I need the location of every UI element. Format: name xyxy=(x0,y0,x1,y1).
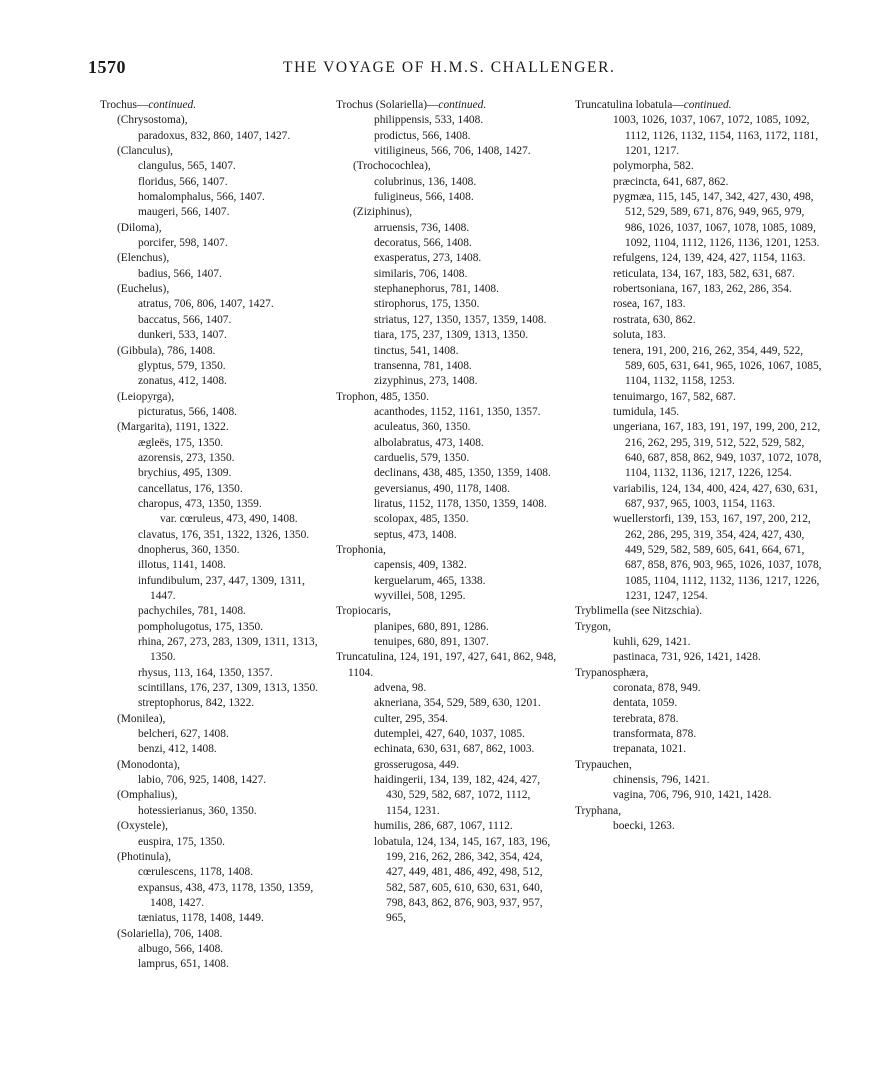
entry-text: picturatus, 566, 1408. xyxy=(138,405,238,418)
entry-text: geversianus, 490, 1178, 1408. xyxy=(374,482,510,495)
index-entry xyxy=(100,482,322,497)
index-entry xyxy=(100,620,322,635)
index-entry xyxy=(336,313,558,328)
entry-text: infundibulum, 237, 447, 1309, 1311, 1447. xyxy=(138,574,305,602)
entry-text: paradoxus, 832, 860, 1407, 1427. xyxy=(138,129,291,142)
entry-text: rosea, 167, 183. xyxy=(613,298,686,311)
index-entry xyxy=(336,328,558,343)
entry-text: (Margarita), 1191, 1322. xyxy=(117,421,229,434)
index-entry xyxy=(100,635,322,666)
entry-text: atratus, 706, 806, 1407, 1427. xyxy=(138,298,274,311)
index-entry xyxy=(100,282,322,297)
index-entry xyxy=(336,742,558,757)
index-entry xyxy=(100,804,322,819)
index-heading xyxy=(575,758,823,773)
page-number: 1570 xyxy=(88,57,126,77)
entry-text: (Ziziphinus), xyxy=(353,206,413,219)
index-entry xyxy=(336,727,558,742)
index-heading xyxy=(575,604,823,619)
index-entry xyxy=(575,390,823,405)
index-entry xyxy=(100,405,322,420)
index-entry xyxy=(100,512,322,527)
index-entry xyxy=(575,159,823,174)
entry-text: maugeri, 566, 1407. xyxy=(138,206,230,219)
index-entry xyxy=(575,267,823,282)
index-heading xyxy=(575,620,823,635)
index-entry xyxy=(100,666,322,681)
index-entry xyxy=(336,420,558,435)
entry-text: dunkeri, 533, 1407. xyxy=(138,329,227,342)
index-entry xyxy=(336,221,558,236)
entry-text: vitiligineus, 566, 706, 1408, 1427. xyxy=(374,145,531,158)
entry-text: wuellerstorfi, 139, 153, 167, 197, 200, 212, 262, 286, 295, 319, 354, 424, 427, 430, 449, 529, 582, 589, 605, 641, 664, 671, 687, 858, 876, 903, 965, 1026, 1037, 1078, 1085, 1104, 1112, 1132, 1136, 1217, 1226, 1231, 1247, 1254. xyxy=(613,513,822,602)
index-entry xyxy=(575,344,823,390)
entry-text: brychius, 495, 1309. xyxy=(138,467,232,480)
index-entry xyxy=(100,159,322,174)
entry-text: rhina, 267, 273, 283, 1309, 1311, 1313, 1350. xyxy=(138,636,318,664)
index-entry xyxy=(336,835,558,927)
index-entry xyxy=(575,742,823,757)
entry-text: Trypanosphæra, xyxy=(575,666,649,679)
index-entry xyxy=(100,436,322,451)
index-entry xyxy=(100,328,322,343)
index-entry xyxy=(336,359,558,374)
index-entry xyxy=(575,113,823,159)
index-entry xyxy=(575,773,823,788)
index-entry xyxy=(100,313,322,328)
entry-text: porcifer, 598, 1407. xyxy=(138,237,228,250)
entry-text: stirophorus, 175, 1350. xyxy=(374,298,480,311)
entry-text: refulgens, 124, 139, 424, 427, 1154, 1163. xyxy=(613,252,806,265)
index-entry xyxy=(575,297,823,312)
index-entry xyxy=(100,190,322,205)
index-entry xyxy=(575,251,823,266)
entry-text: kuhli, 629, 1421. xyxy=(613,636,691,649)
entry-text: (Monodonta), xyxy=(117,758,180,771)
index-entry xyxy=(100,819,322,834)
index-entry xyxy=(100,420,322,435)
entry-text: similaris, 706, 1408. xyxy=(374,267,468,280)
index-entry xyxy=(575,313,823,328)
entry-text: philippensis, 533, 1408. xyxy=(374,114,484,127)
entry-text: dutemplei, 427, 640, 1037, 1085. xyxy=(374,728,525,741)
index-entry xyxy=(100,221,322,236)
entry-text: baccatus, 566, 1407. xyxy=(138,313,232,326)
index-entry xyxy=(100,297,322,312)
index-entry xyxy=(100,144,322,159)
entry-text: tenera, 191, 200, 216, 262, 354, 449, 522, 589, 605, 631, 641, 965, 1026, 1067, 1085, 1104, 1132, 1158, 1253. xyxy=(613,344,822,388)
index-entry xyxy=(336,696,558,711)
index-entry xyxy=(100,251,322,266)
entry-text: scolopax, 485, 1350. xyxy=(374,513,469,526)
entry-text: homalomphalus, 566, 1407. xyxy=(138,191,265,204)
index-entry xyxy=(575,328,823,343)
index-entry xyxy=(336,620,558,635)
index-heading xyxy=(336,390,558,405)
entry-text: rostrata, 630, 862. xyxy=(613,313,696,326)
entry-text: liratus, 1152, 1178, 1350, 1359, 1408. xyxy=(374,497,547,510)
entry-text: (Gibbula), 786, 1408. xyxy=(117,344,216,357)
index-entry xyxy=(336,144,558,159)
index-heading xyxy=(336,543,558,558)
index-entry xyxy=(336,773,558,819)
index-entry xyxy=(100,574,322,605)
entry-text: Trophon, 485, 1350. xyxy=(336,390,429,403)
entry-text: ungeriana, 167, 183, 191, 197, 199, 200, 212, 216, 262, 295, 319, 512, 522, 529, 582, 640, 687, 858, 862, 949, 1037, 1072, 1078, 1104, 1132, 1136, 1217, 1226, 1254. xyxy=(613,421,822,480)
entry-text: præcincta, 641, 687, 862. xyxy=(613,175,729,188)
index-entry xyxy=(336,635,558,650)
index-heading xyxy=(575,666,823,681)
entry-text: Trochus (Solariella)— xyxy=(336,99,439,111)
entry-text: tinctus, 541, 1408. xyxy=(374,344,459,357)
entry-text: cœrulescens, 1178, 1408. xyxy=(138,866,254,879)
entry-text: clavatus, 176, 351, 1322, 1326, 1350. xyxy=(138,528,310,541)
index-entry xyxy=(336,466,558,481)
index-entry xyxy=(336,190,558,205)
index-entry xyxy=(336,574,558,589)
index-entry xyxy=(575,420,823,481)
entry-text: reticulata, 134, 167, 183, 582, 631, 687. xyxy=(613,267,795,280)
index-entry xyxy=(100,267,322,282)
index-entry xyxy=(336,405,558,420)
index-entry xyxy=(575,788,823,803)
index-entry xyxy=(100,236,322,251)
entry-text: var. cœruleus, 473, 490, 1408. xyxy=(160,513,298,526)
entry-text: 1003, 1026, 1037, 1067, 1072, 1085, 1092, 1112, 1126, 1132, 1154, 1163, 1172, 1181, 1201, 1217. xyxy=(613,114,819,158)
entry-text: septus, 473, 1408. xyxy=(374,528,457,541)
index-entry xyxy=(100,696,322,711)
running-title: THE VOYAGE OF H.M.S. CHALLENGER. xyxy=(283,59,616,76)
entry-text: Tryphana, xyxy=(575,804,622,817)
index-entry xyxy=(100,528,322,543)
entry-text: grosserugosa, 449. xyxy=(374,758,460,771)
index-entry xyxy=(100,835,322,850)
entry-text: colubrinus, 136, 1408. xyxy=(374,175,477,188)
index-entry xyxy=(100,344,322,359)
index-entry xyxy=(100,558,322,573)
entry-text: expansus, 438, 473, 1178, 1350, 1359, 1408, 1427. xyxy=(138,881,314,909)
entry-text: lobatula, 124, 134, 145, 167, 183, 196, 199, 216, 262, 286, 342, 354, 424, 427, 449, 481, 486, 492, 498, 512, 582, 587, 605, 610, 630, 631, 640, 798, 843, 862, 876, 903, 937, 957, 965, xyxy=(374,835,551,925)
index-heading xyxy=(336,604,558,619)
entry-text: illotus, 1141, 1408. xyxy=(138,559,226,572)
index-entry xyxy=(336,712,558,727)
index-entry xyxy=(100,374,322,389)
entry-text: humilis, 286, 687, 1067, 1112. xyxy=(374,820,513,833)
index-entry xyxy=(100,957,322,972)
entry-text: (Trochocochlea), xyxy=(353,160,431,173)
entry-text: dnopherus, 360, 1350. xyxy=(138,543,240,556)
entry-text: capensis, 409, 1382. xyxy=(374,559,467,572)
entry-text: Tryblimella (see Nitzschia). xyxy=(575,605,703,618)
entry-text: streptophorus, 842, 1322. xyxy=(138,697,255,710)
entry-text: labio, 706, 925, 1408, 1427. xyxy=(138,774,267,787)
entry-text: aculeatus, 360, 1350. xyxy=(374,421,471,434)
index-heading xyxy=(336,650,558,681)
index-entry xyxy=(100,129,322,144)
index-entry xyxy=(336,512,558,527)
index-column-3 xyxy=(575,98,823,835)
entry-text: dentata, 1059. xyxy=(613,697,678,710)
entry-text: terebrata, 878. xyxy=(613,712,679,725)
index-entry xyxy=(336,558,558,573)
index-heading xyxy=(575,804,823,819)
entry-text: scintillans, 176, 237, 1309, 1313, 1350. xyxy=(138,682,319,695)
entry-text: haidingerii, 134, 139, 182, 424, 427, 430, 529, 582, 687, 1072, 1112, 1154, 1231. xyxy=(374,774,541,817)
entry-text: tiara, 175, 237, 1309, 1313, 1350. xyxy=(374,329,529,342)
entry-text: floridus, 566, 1407. xyxy=(138,175,228,188)
index-entry xyxy=(336,205,558,220)
index-entry xyxy=(336,436,558,451)
index-entry xyxy=(336,497,558,512)
entry-text: cancellatus, 176, 1350. xyxy=(138,482,243,495)
index-entry xyxy=(575,681,823,696)
index-entry xyxy=(575,175,823,190)
index-entry xyxy=(100,543,322,558)
entry-text: coronata, 878, 949. xyxy=(613,682,701,695)
index-entry xyxy=(336,113,558,128)
index-entry xyxy=(100,712,322,727)
index-entry xyxy=(336,589,558,604)
index-entry xyxy=(100,927,322,942)
entry-text: prodictus, 566, 1408. xyxy=(374,129,471,142)
entry-text: charopus, 473, 1350, 1359. xyxy=(138,497,262,510)
entry-text: tæniatus, 1178, 1408, 1449. xyxy=(138,912,264,925)
index-heading xyxy=(336,98,558,113)
entry-text: pygmæa, 115, 145, 147, 342, 427, 430, 498, 512, 529, 589, 671, 876, 949, 965, 979, 986, 1026, 1037, 1067, 1078, 1085, 1089, 1092, 1104, 1112, 1126, 1136, 1201, 1253. xyxy=(613,191,820,250)
index-entry xyxy=(575,819,823,834)
entry-text: lamprus, 651, 1408. xyxy=(138,958,229,971)
entry-text: benzi, 412, 1408. xyxy=(138,743,217,756)
entry-text: belcheri, 627, 1408. xyxy=(138,728,229,741)
entry-text: chinensis, 796, 1421. xyxy=(613,774,710,787)
entry-text: tenuipes, 680, 891, 1307. xyxy=(374,636,489,649)
index-entry xyxy=(336,681,558,696)
entry-text: ægleës, 175, 1350. xyxy=(138,436,224,449)
entry-text: (Monilea), xyxy=(117,712,166,725)
entry-text: boecki, 1263. xyxy=(613,820,675,833)
index-entry xyxy=(336,819,558,834)
index-entry xyxy=(336,175,558,190)
index-entry xyxy=(100,205,322,220)
entry-text: azorensis, 273, 1350. xyxy=(138,451,235,464)
entry-text: Truncatulina lobatula— xyxy=(575,99,684,111)
entry-text: transformata, 878. xyxy=(613,728,697,741)
entry-text: hotessierianus, 360, 1350. xyxy=(138,804,257,817)
entry-text: Tropiocaris, xyxy=(336,605,391,618)
entry-text: Trophonia, xyxy=(336,543,386,556)
entry-text: (Photinula), xyxy=(117,850,172,863)
entry-text: culter, 295, 354. xyxy=(374,712,448,725)
entry-text: (Solariella), 706, 1408. xyxy=(117,927,223,940)
entry-text: variabilis, 124, 134, 400, 424, 427, 630, 631, 687, 937, 965, 1003, 1154, 1163. xyxy=(613,482,818,510)
index-entry xyxy=(100,451,322,466)
continued-label: continued. xyxy=(438,99,487,111)
index-entry xyxy=(100,865,322,880)
entry-text: (Diloma), xyxy=(117,221,162,234)
entry-text: Truncatulina, 124, 191, 197, 427, 641, 862, 948, 1104. xyxy=(336,651,557,679)
entry-text: carduelis, 579, 1350. xyxy=(374,451,470,464)
index-entry xyxy=(336,159,558,174)
index-entry xyxy=(100,881,322,912)
index-heading xyxy=(575,98,823,113)
index-heading xyxy=(100,98,322,113)
index-entry xyxy=(100,497,322,512)
index-entry xyxy=(575,482,823,513)
entry-text: (Oxystele), xyxy=(117,820,168,833)
entry-text: echinata, 630, 631, 687, 862, 1003. xyxy=(374,743,535,756)
entry-text: tenuimargo, 167, 582, 687. xyxy=(613,390,736,403)
index-entry xyxy=(575,712,823,727)
index-entry xyxy=(100,727,322,742)
entry-text: pachychiles, 781, 1408. xyxy=(138,605,246,618)
entry-text: polymorpha, 582. xyxy=(613,160,694,173)
index-column-2 xyxy=(336,98,558,927)
entry-text: tumidula, 145. xyxy=(613,405,680,418)
entry-text: arruensis, 736, 1408. xyxy=(374,221,470,234)
entry-text: pompholugotus, 175, 1350. xyxy=(138,620,263,633)
entry-text: akneriana, 354, 529, 589, 630, 1201. xyxy=(374,697,541,710)
entry-text: euspira, 175, 1350. xyxy=(138,835,225,848)
index-entry xyxy=(100,742,322,757)
index-entry xyxy=(575,727,823,742)
entry-text: Trochus— xyxy=(100,99,149,111)
entry-text: (Chrysostoma), xyxy=(117,114,188,127)
index-entry xyxy=(336,251,558,266)
index-column-1 xyxy=(100,98,322,973)
index-entry xyxy=(336,282,558,297)
entry-text: (Omphalius), xyxy=(117,789,178,802)
index-entry xyxy=(100,359,322,374)
entry-text: advena, 98. xyxy=(374,682,427,695)
entry-text: (Clanculus), xyxy=(117,145,173,158)
index-entry xyxy=(100,466,322,481)
index-entry xyxy=(100,911,322,926)
entry-text: exasperatus, 273, 1408. xyxy=(374,252,482,265)
continued-label: continued. xyxy=(148,99,197,111)
entry-text: Trygon, xyxy=(575,620,611,633)
entry-text: stephanephorus, 781, 1408. xyxy=(374,283,499,296)
entry-text: decoratus, 566, 1408. xyxy=(374,237,472,250)
index-entry xyxy=(575,512,823,604)
index-entry xyxy=(100,850,322,865)
index-entry xyxy=(336,344,558,359)
entry-text: zonatus, 412, 1408. xyxy=(138,375,227,388)
entry-text: soluta, 183. xyxy=(613,329,666,342)
entry-text: kerguelarum, 465, 1338. xyxy=(374,574,486,587)
index-entry xyxy=(100,758,322,773)
index-entry xyxy=(336,374,558,389)
index-entry xyxy=(575,282,823,297)
index-entry xyxy=(100,942,322,957)
entry-text: planipes, 680, 891, 1286. xyxy=(374,620,489,633)
index-entry xyxy=(100,175,322,190)
index-entry xyxy=(336,482,558,497)
entry-text: zizyphinus, 273, 1408. xyxy=(374,375,478,388)
entry-text: vagina, 706, 796, 910, 1421, 1428. xyxy=(613,789,772,802)
entry-text: (Euchelus), xyxy=(117,283,170,296)
entry-text: albolabratus, 473, 1408. xyxy=(374,436,484,449)
entry-text: rhysus, 113, 164, 1350, 1357. xyxy=(138,666,273,679)
index-entry xyxy=(336,129,558,144)
index-entry xyxy=(336,758,558,773)
index-entry xyxy=(336,528,558,543)
index-entry xyxy=(100,788,322,803)
index-entry xyxy=(336,267,558,282)
entry-text: robertsoniana, 167, 183, 262, 286, 354. xyxy=(613,283,792,296)
index-entry xyxy=(100,604,322,619)
entry-text: glyptus, 579, 1350. xyxy=(138,359,226,372)
entry-text: acanthodes, 1152, 1161, 1350, 1357. xyxy=(374,405,541,418)
index-entry xyxy=(336,451,558,466)
entry-text: clangulus, 565, 1407. xyxy=(138,160,236,173)
index-entry xyxy=(575,405,823,420)
index-entry xyxy=(575,635,823,650)
entry-text: albugo, 566, 1408. xyxy=(138,942,224,955)
entry-text: fuligineus, 566, 1408. xyxy=(374,191,474,204)
index-entry xyxy=(100,390,322,405)
entry-text: transenna, 781, 1408. xyxy=(374,359,472,372)
index-entry xyxy=(100,113,322,128)
entry-text: striatus, 127, 1350, 1357, 1359, 1408. xyxy=(374,313,547,326)
entry-text: wyvillei, 508, 1295. xyxy=(374,590,466,602)
continued-label: continued. xyxy=(683,99,732,111)
entry-text: pastinaca, 731, 926, 1421, 1428. xyxy=(613,651,761,664)
entry-text: (Leiopyrga), xyxy=(117,390,175,403)
index-entry xyxy=(575,650,823,665)
index-entry xyxy=(336,297,558,312)
entry-text: badius, 566, 1407. xyxy=(138,267,222,280)
index-entry xyxy=(100,681,322,696)
entry-text: trepanata, 1021. xyxy=(613,743,687,756)
index-entry xyxy=(100,773,322,788)
entry-text: (Elenchus), xyxy=(117,252,170,265)
entry-text: Trypauchen, xyxy=(575,758,632,771)
index-entry xyxy=(336,236,558,251)
index-entry xyxy=(575,696,823,711)
index-entry xyxy=(575,190,823,251)
entry-text: declinans, 438, 485, 1350, 1359, 1408. xyxy=(374,467,551,480)
